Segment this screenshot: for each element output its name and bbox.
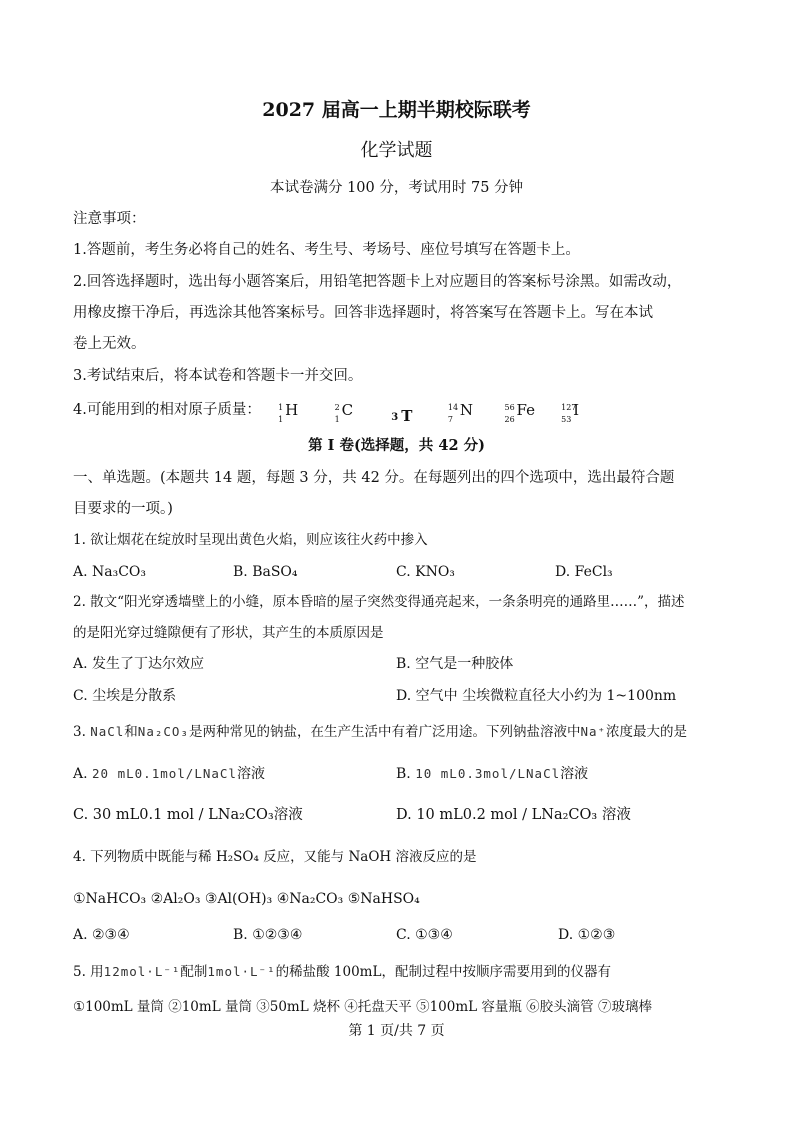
q3-option-b-suffix: 溶液 (560, 766, 589, 782)
q3-option-b (396, 764, 588, 784)
q3-stem (73, 722, 733, 742)
q3-option-a (73, 764, 265, 784)
q4-option-a: A. ②③④ (73, 927, 130, 943)
q1-option-d: D. FeCl₃ (555, 564, 613, 580)
notice-3: 3.考试结束后，将本试卷和答题卡一并交回。 (73, 368, 363, 384)
q3-and: 和 (124, 724, 138, 740)
q5-conc-2: 1mol·L⁻¹ (207, 964, 276, 979)
q5-number: 5. 用 (73, 964, 104, 980)
exam-subject: 化学试题 (360, 140, 433, 161)
q3-option-d: D. 10 mL0.2 mol / LNa₂CO₃ 溶液 (396, 807, 631, 823)
q3-option-b-value: 10 mL0.3mol/LNaCl (415, 766, 561, 781)
q3-option-c: C. 30 mL0.1 mol / LNa₂CO₃溶液 (73, 807, 303, 823)
q2-stem-a: 2. 散文“阳光穿透墙壁上的小缝，原本昏暗的屋子突然变得通亮起来，一条条明亮的通路里……”，描述 (73, 594, 685, 610)
q2-option-d: D. 空气中 尘埃微粒直径大小约为 1~100nm (396, 688, 677, 704)
q4-stem: 4. 下列物质中既能与稀 H₂SO₄ 反应，又能与 NaOH 溶液反应的是 (73, 849, 477, 865)
q3-option-a-suffix: 溶液 (236, 766, 265, 782)
q1-option-c: C. KNO₃ (396, 564, 455, 580)
q2-option-b: B. 空气是一种胶体 (396, 656, 514, 672)
q4-items: ①NaHCO₃ ②Al₂O₃ ③Al(OH)₃ ④Na₂CO₃ ⑤NaHSO₄ (73, 891, 420, 907)
section-intro-a: 一、单选题。(本题共 14 题，每题 3 分，共 42 分。在每题列出的四个选项中，选出最符合题 (73, 470, 675, 486)
q1-stem: 1. 欲让烟花在绽放时呈现出黄色火焰，则应该往火药中掺入 (73, 532, 428, 548)
q3-number: 3. (73, 724, 86, 740)
q2-option-c: C. 尘埃是分散系 (73, 688, 177, 704)
q3-stem-text: 是两种常见的钠盐，在生产生活中有着广泛用途。下列钠盐溶液中 (188, 724, 581, 740)
isotope-c: 2 1 C (334, 401, 354, 424)
q3-stem-end: 浓度最大的是 (606, 724, 688, 740)
notice-heading: 注意事项： (73, 211, 146, 227)
notice-1: 1.答题前，考生务必将自己的姓名、考生号、考场号、座位号填写在答题卡上。 (73, 242, 580, 258)
q2-stem-b: 的是阳光穿过缝隙便有了形状，其产生的本质原因是 (73, 625, 384, 641)
q5-stem (73, 962, 733, 982)
isotope-h: 1 1 H (278, 401, 299, 424)
q3-option-a-label: A. (73, 766, 88, 782)
section-title: 第 I 卷(选择题，共 42 分) (308, 437, 485, 454)
isotope-n: 14 7 N (447, 401, 474, 424)
q1-option-a: A. Na₃CO₃ (73, 564, 147, 580)
q1-option-b: B. BaSO₄ (233, 564, 298, 580)
q4-option-d: D. ①②③ (558, 927, 616, 943)
section-intro-b: 目要求的一项。) (73, 501, 173, 517)
exam-info: 本试卷满分 100 分，考试用时 75 分钟 (269, 180, 524, 196)
q3-option-a-value: 20 mL0.1mol/LNaCl (92, 766, 237, 781)
q3-formula-na2co3: Na₂CO₃ (137, 724, 189, 739)
notice-2c: 卷上无效。 (73, 336, 146, 352)
q4-option-b: B. ①②③④ (233, 927, 303, 943)
page-footer: 第 1 页/共 7 页 (348, 1023, 445, 1039)
notice-2a: 2.回答选择题时，选出每小题答案后，用铅笔把答题卡上对应题目的答案标号涂黑。如需改动， (73, 274, 682, 290)
isotope-fe: 56 26 Fe (504, 401, 535, 424)
q3-ion: Na⁺ (580, 724, 607, 739)
q3-option-b-label: B. (396, 766, 411, 782)
isotope-i: 127 53 I (561, 401, 580, 424)
q3-formula-nacl: NaCl (90, 724, 125, 739)
notice-4 (73, 400, 733, 425)
q2-option-a: A. 发生了丁达尔效应 (73, 656, 205, 672)
exam-title: 2027 届高一上期半期校际联考 (262, 99, 531, 121)
notice-2b: 用橡皮擦干净后，再选涂其他答案标号。回答非选择题时，将答案写在答题卡上。写在本试 (73, 305, 653, 321)
q5-stem-text: 的稀盐酸 100mL，配制过程中按顺序需要用到的仪器有 (275, 964, 611, 980)
q5-conc-1: 12mol·L⁻¹ (103, 964, 181, 979)
notice-4-label: 4.可能用到的相对原子质量： (73, 402, 261, 418)
q5-mid: 配制 (180, 964, 208, 980)
q4-option-c: C. ①③④ (396, 927, 453, 943)
q5-items: ①100mL 量筒 ②10mL 量筒 ③50mL 烧杯 ④托盘天平 ⑤100mL 容量瓶 ⑥胶头滴管 ⑦玻璃棒 (73, 999, 652, 1015)
isotope-t: 3 T (391, 407, 413, 425)
